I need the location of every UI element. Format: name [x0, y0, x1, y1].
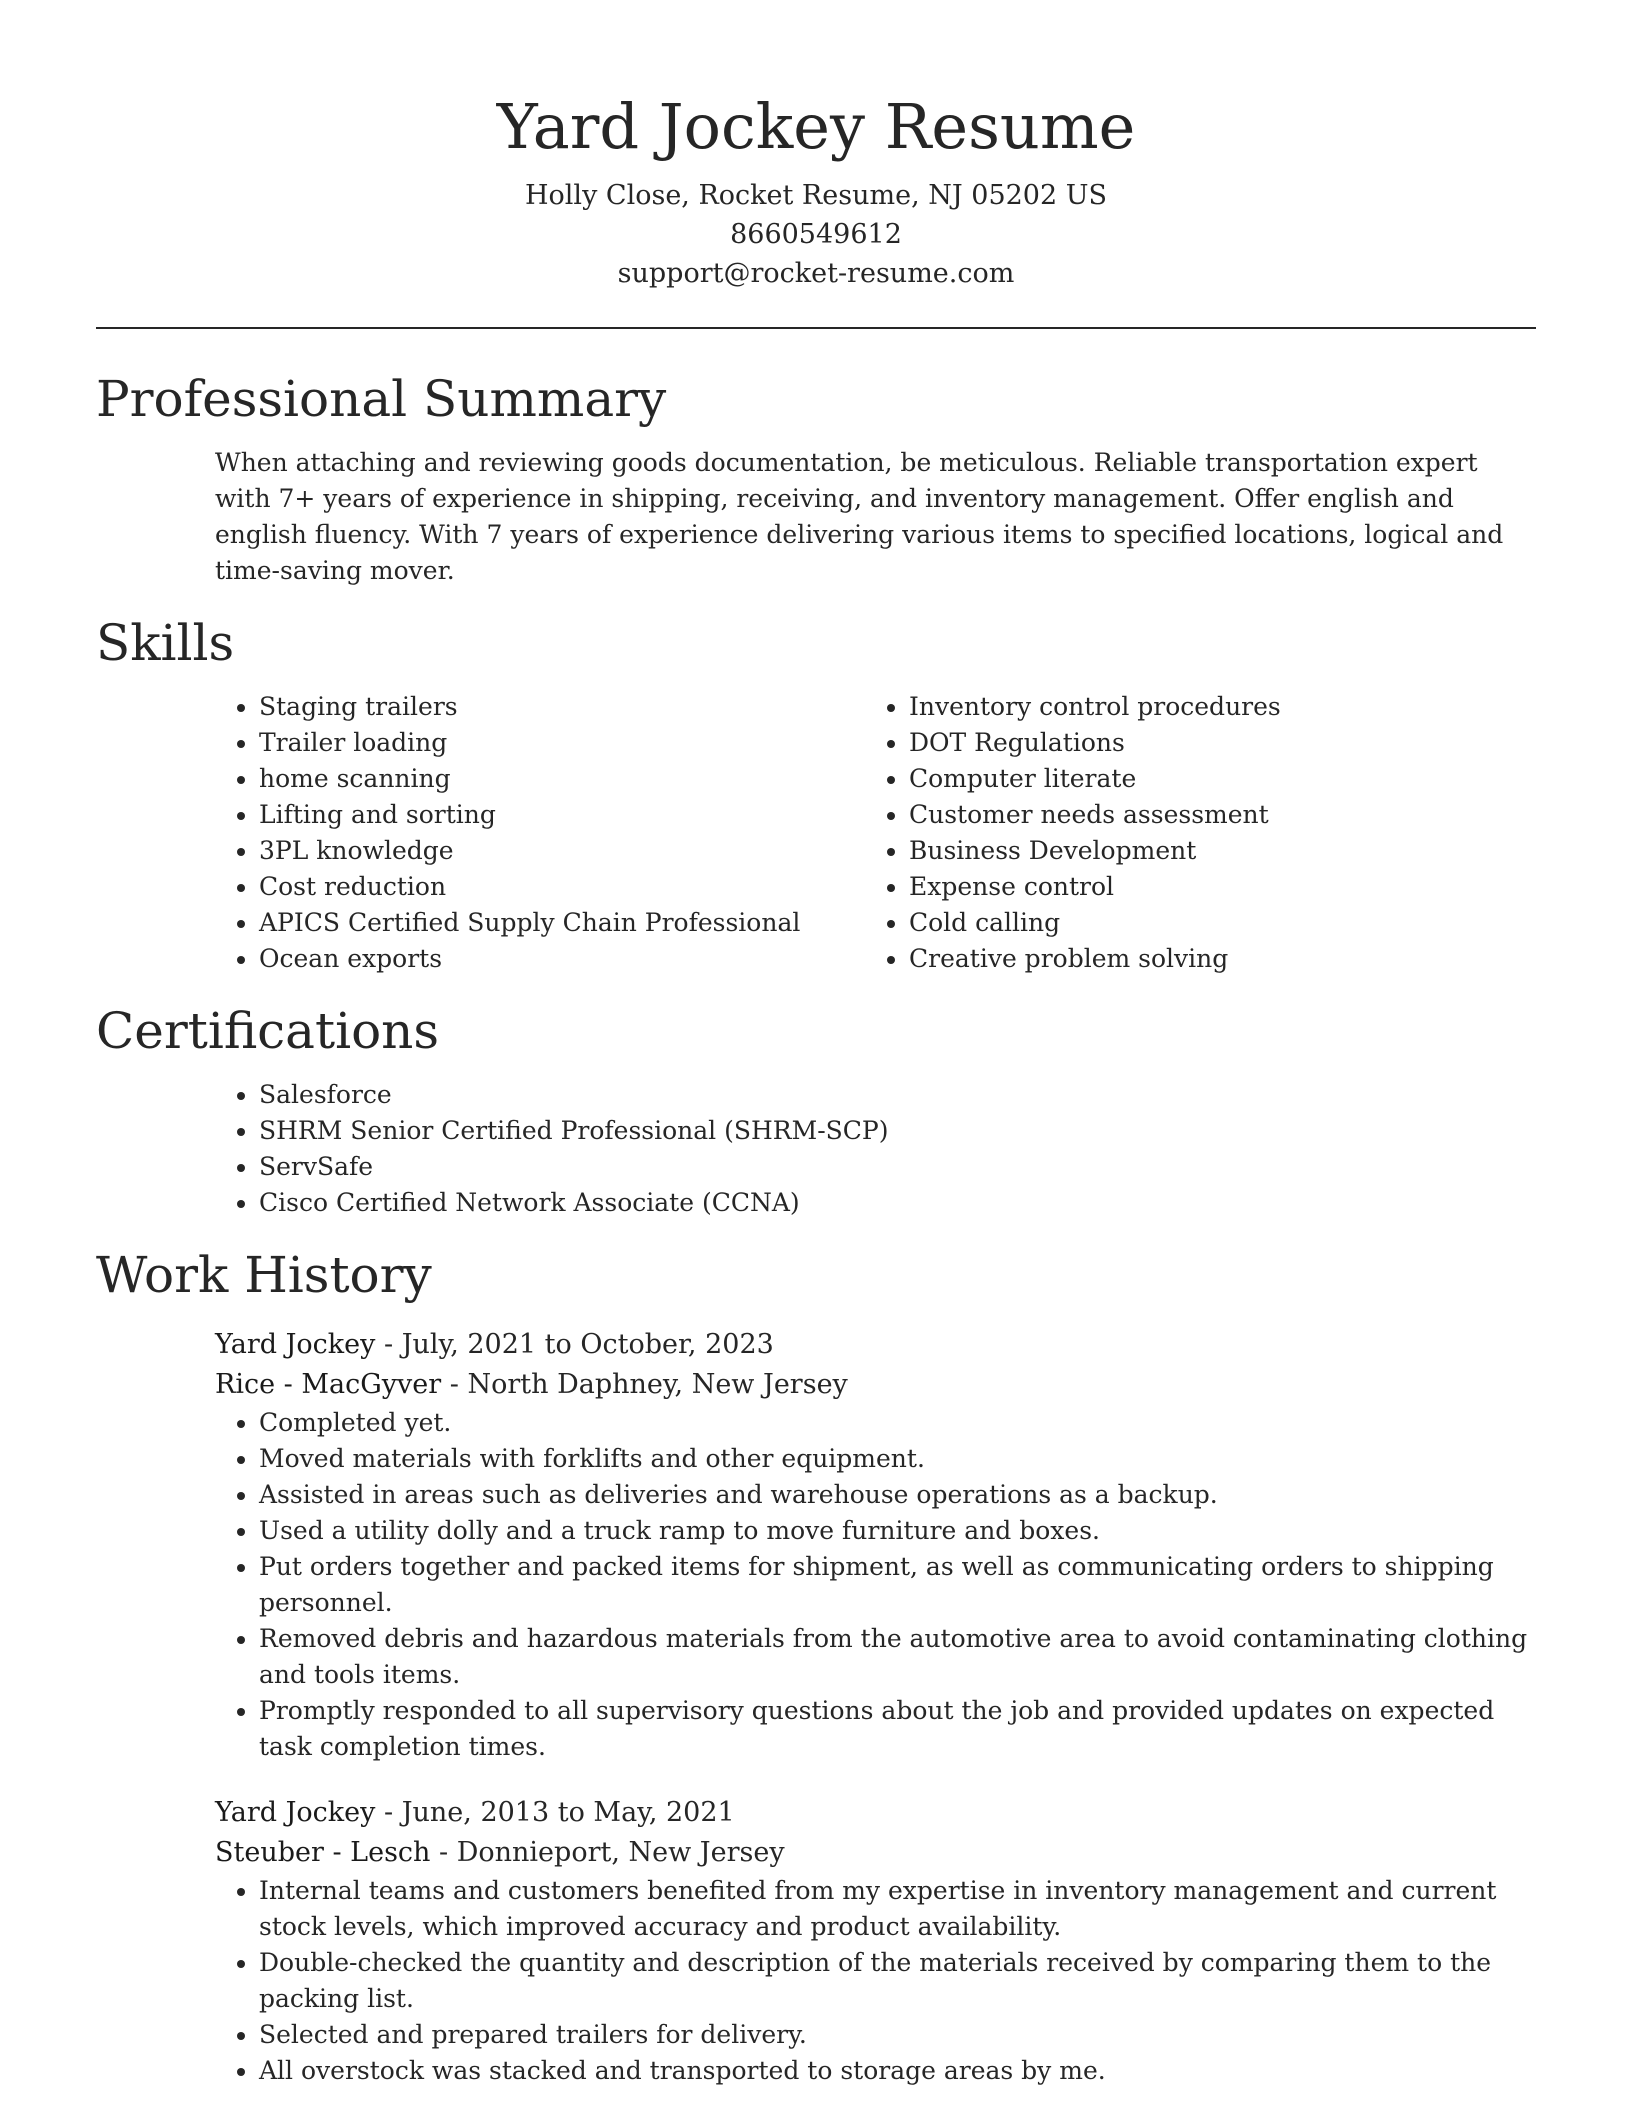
job-company: Rice - MacGyver: [215, 1369, 442, 1400]
job-location: - Donnieport, New Jersey: [430, 1837, 785, 1868]
skill-item: • Cold calling: [909, 905, 1515, 941]
skill-item: • Customer needs assessment: [909, 797, 1515, 833]
job-duty-item: • Double-checked the quantity and description of the materials received by comparing them to the packing list.: [259, 1945, 1536, 2017]
skill-item: • DOT Regulations: [909, 725, 1515, 761]
job-entry: [215, 1793, 1536, 2089]
job-duty-item: • Completed yet.: [259, 1405, 1536, 1441]
job-duty-item: • Assisted in areas such as deliveries and warehouse operations as a backup.: [259, 1477, 1536, 1513]
skill-item: • Staging trailers: [259, 689, 865, 725]
contact-phone: 8660549612: [730, 219, 902, 250]
certifications-heading: Certifications: [96, 1002, 440, 1060]
skills-list-right: [865, 689, 1515, 977]
job-duty-item: • Moved materials with forklifts and other equipment.: [259, 1441, 1536, 1477]
job-duty-item: • Promptly responded to all supervisory questions about the job and provided updates on expected task completion times.: [259, 1693, 1536, 1765]
summary-heading: Professional Summary: [96, 370, 667, 428]
job-dates: - July, 2021 to October, 2023: [375, 1329, 774, 1360]
job-duty-item: • Selected and prepared trailers for delivery.: [259, 2017, 1536, 2053]
certification-item: • SHRM Senior Certified Professional (SHRM-SCP): [259, 1113, 1536, 1149]
header-divider: [96, 327, 1536, 329]
job-title-line: [215, 1793, 1536, 1833]
resume-title: Yard Jockey Resume: [496, 90, 1136, 163]
skills-list-left: [215, 689, 865, 977]
certification-item: • Salesforce: [259, 1077, 1536, 1113]
certification-item: • ServSafe: [259, 1149, 1536, 1185]
job-duty-item: • All overstock was stacked and transported to storage areas by me.: [259, 2053, 1536, 2089]
job-company-line: [215, 1833, 1536, 1873]
job-duty-item: • Removed debris and hazardous materials from the automotive area to avoid contaminating clothing and tools items.: [259, 1621, 1536, 1693]
skill-item: • Ocean exports: [259, 941, 865, 977]
certifications-block: [215, 1077, 1536, 1221]
skill-item: • Creative problem solving: [909, 941, 1515, 977]
skill-item: • Computer literate: [909, 761, 1515, 797]
skill-item: • Inventory control procedures: [909, 689, 1515, 725]
skills-column-right: [865, 689, 1515, 977]
work-section: [96, 1243, 1536, 2089]
skill-item: • Expense control: [909, 869, 1515, 905]
skill-item: • Lifting and sorting: [259, 797, 865, 833]
job-duty-item: • Put orders together and packed items for shipment, as well as communicating orders to shipping personnel.: [259, 1549, 1536, 1621]
job-duty-item: • Used a utility dolly and a truck ramp to move furniture and boxes.: [259, 1513, 1536, 1549]
certifications-section: [96, 999, 1536, 1221]
job-location: - North Daphney, New Jersey: [441, 1369, 848, 1400]
contact-block: [96, 176, 1536, 293]
skill-item: • APICS Certified Supply Chain Professional: [259, 905, 865, 941]
job-role: Yard Jockey: [215, 1329, 376, 1360]
skill-item: • Cost reduction: [259, 869, 865, 905]
skill-item: • Trailer loading: [259, 725, 865, 761]
skills-section: [96, 611, 1536, 977]
certifications-list: [215, 1077, 1536, 1221]
job-duties-list: [215, 1405, 1536, 1765]
contact-email: support@rocket-resume.com: [617, 258, 1015, 289]
resume-page: [96, 0, 1536, 2089]
jobs-container: [96, 1325, 1536, 2089]
work-heading: Work History: [96, 1246, 432, 1304]
contact-address: Holly Close, Rocket Resume, NJ 05202 US: [525, 180, 1107, 211]
job-duty-item: • Internal teams and customers benefited from my expertise in inventory management and current stock levels, which improved accuracy and product availability.: [259, 1873, 1536, 1945]
job-title-line: [215, 1325, 1536, 1365]
skill-item: • 3PL knowledge: [259, 833, 865, 869]
job-dates: - June, 2013 to May, 2021: [375, 1797, 735, 1828]
skills-grid: [215, 689, 1536, 977]
job-company: Steuber - Lesch: [215, 1837, 431, 1868]
summary-section: [96, 367, 1536, 589]
skill-item: • home scanning: [259, 761, 865, 797]
job-role: Yard Jockey: [215, 1797, 376, 1828]
certification-item: • Cisco Certified Network Associate (CCNA): [259, 1185, 1536, 1221]
summary-text: When attaching and reviewing goods documentation, be meticulous. Reliable transportation expert with 7+ years of experience in shipping, receiving, and inventory management. Offer english and english fluency. With 7 years of experience delivering various items to specified locations, logical and time-saving mover.: [215, 448, 1504, 585]
skills-heading: Skills: [96, 614, 235, 672]
job-duties-list: [215, 1873, 1536, 2089]
job-company-line: [215, 1365, 1536, 1405]
job-entry: [215, 1325, 1536, 1765]
skills-column-left: [215, 689, 865, 977]
skill-item: • Business Development: [909, 833, 1515, 869]
